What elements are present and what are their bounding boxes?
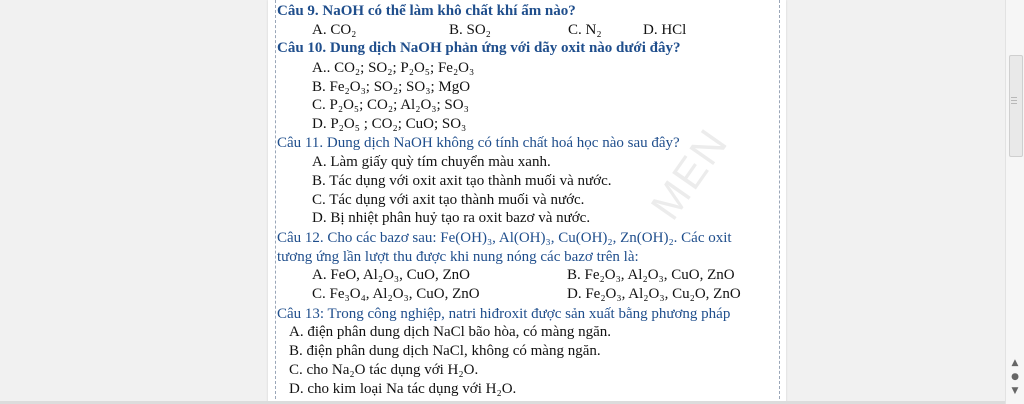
previous-page-icon[interactable]: ▲ bbox=[1011, 358, 1019, 368]
question-10-title: Câu 10. Dung dịch NaOH phản ứng với dãy oxit nào dưới đây? bbox=[277, 40, 681, 56]
q9-option-d: D. HCl bbox=[643, 22, 687, 38]
question-12-title: Câu 12. Cho các bazơ sau: Fe(OH)₃, Al(OH)₃, Cu(OH)₂, Zn(OH)₂. Các oxit bbox=[277, 230, 732, 246]
question-12-continuation: tương ứng lần lượt thu được khi nung nóng các bazơ trên là: bbox=[277, 249, 639, 265]
q10-option-c: C. P₂O₅; CO₂; Al₂O₃; SO₃ bbox=[312, 97, 469, 113]
question-11-title: Câu 11. Dung dịch NaOH không có tính chất hoá học nào sau đây? bbox=[277, 135, 680, 151]
margin-guide-left bbox=[275, 0, 276, 404]
q12-option-b: B. Fe₂O₃, Al₂O₃, CuO, ZnO bbox=[567, 267, 735, 283]
q11-option-a: A. Làm giấy quỳ tím chuyển màu xanh. bbox=[312, 154, 551, 170]
margin-guide-right bbox=[779, 0, 780, 404]
q10-option-a: A.. CO₂; SO₂; P₂O₅; Fe₂O₃ bbox=[312, 60, 475, 76]
q9-option-b: B. SO₂ bbox=[449, 22, 491, 38]
vertical-scrollbar[interactable] bbox=[1005, 0, 1024, 404]
scrollbar-thumb[interactable] bbox=[1009, 55, 1023, 157]
q12-option-a: A. FeO, Al₂O₃, CuO, ZnO bbox=[312, 267, 470, 283]
next-page-icon[interactable]: ▼ bbox=[1011, 386, 1019, 396]
q13-option-a: A. điện phân dung dịch NaCl bão hòa, có màng ngăn. bbox=[289, 324, 612, 340]
question-9-title: Câu 9. NaOH có thể làm khô chất khí ẩm nào? bbox=[277, 3, 576, 19]
q12-option-d: D. Fe₂O₃, Al₂O₃, Cu₂O, ZnO bbox=[567, 286, 741, 302]
q13-option-c: C. cho Na₂O tác dụng với H₂O. bbox=[289, 362, 479, 378]
q11-option-d: D. Bị nhiệt phân huỷ tạo ra oxit bazơ và nước. bbox=[312, 210, 591, 226]
q13-option-b: B. điện phân dung dịch NaCl, không có màng ngăn. bbox=[289, 343, 601, 359]
q9-option-c: C. N₂ bbox=[568, 22, 602, 38]
browse-object-icon[interactable]: ● bbox=[1011, 372, 1019, 382]
q9-option-a: A. CO₂ bbox=[312, 22, 357, 38]
q10-option-d: D. P₂O₅ ; CO₂; CuO; SO₃ bbox=[312, 116, 467, 132]
q13-option-d: D. cho kim loại Na tác dụng với H₂O. bbox=[289, 381, 517, 397]
scrollbar-grip-icon bbox=[1011, 97, 1017, 98]
q11-option-b: B. Tác dụng với oxit axit tạo thành muối và nước. bbox=[312, 173, 612, 189]
q11-option-c: C. Tác dụng với axit tạo thành muối và nước. bbox=[312, 192, 585, 208]
question-13-title: Câu 13: Trong công nghiệp, natri hiđroxit được sản xuất bằng phương pháp bbox=[277, 306, 731, 322]
q10-option-b: B. Fe₂O₃; SO₂; SO₃; MgO bbox=[312, 79, 471, 95]
watermark-text: MEN bbox=[641, 119, 738, 228]
q12-option-c: C. Fe₃O₄, Al₂O₃, CuO, ZnO bbox=[312, 286, 480, 302]
